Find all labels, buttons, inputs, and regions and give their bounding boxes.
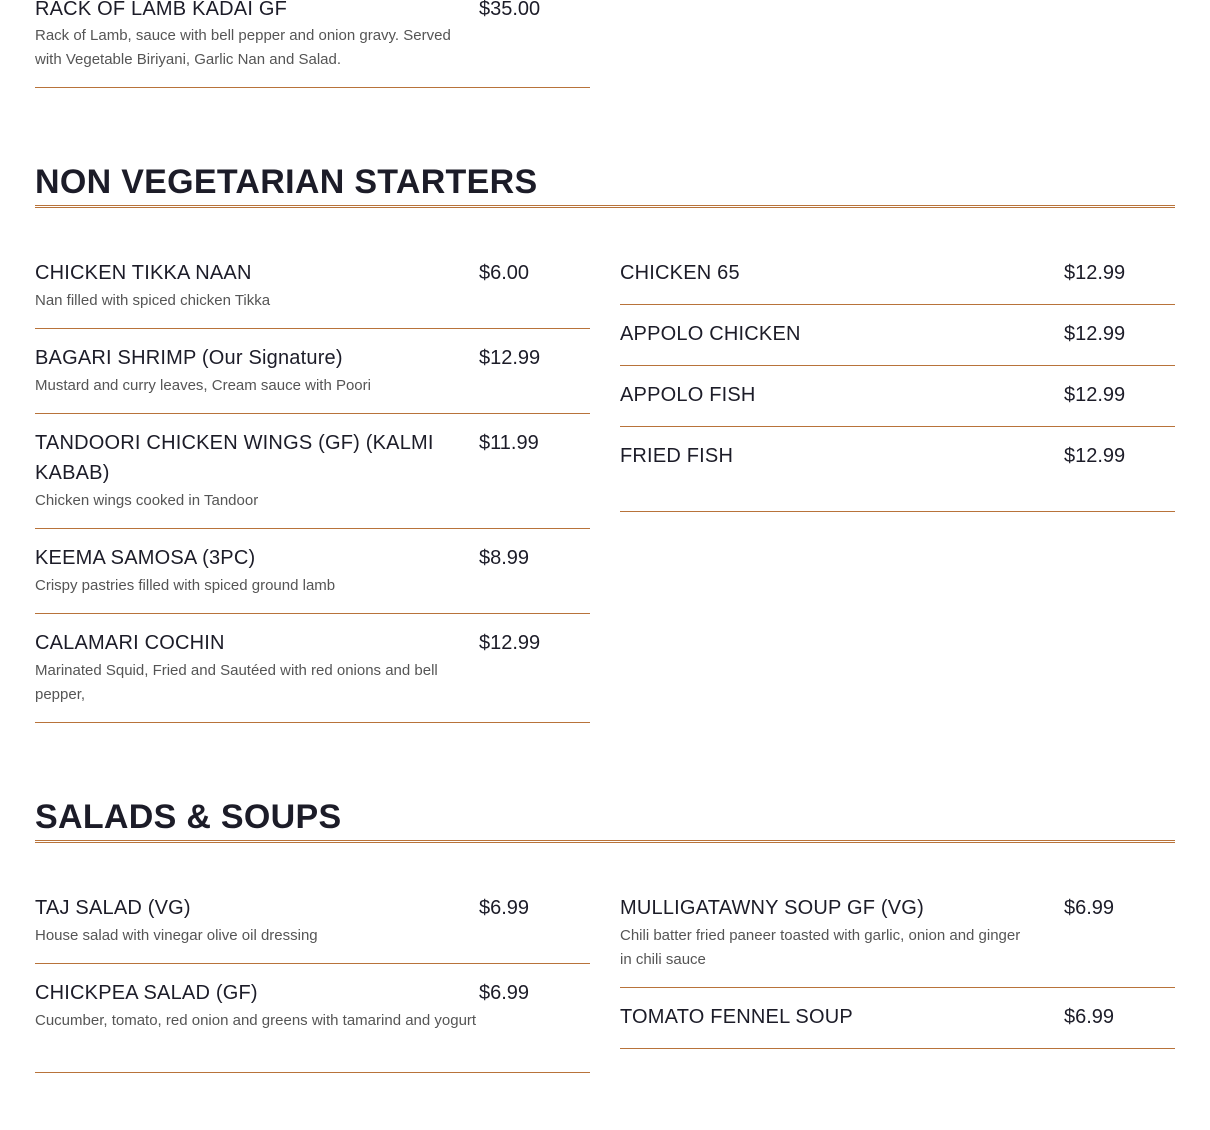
item-price: $6.99 xyxy=(1064,897,1115,919)
item-description: House salad with vinegar olive oil dressing xyxy=(35,927,318,944)
item-price: $6.99 xyxy=(479,982,530,1004)
item-name: CHICKPEA SALAD (GF) xyxy=(35,982,258,1004)
item-description: Chicken wings cooked in Tandoor xyxy=(35,492,259,509)
menu-item xyxy=(35,978,590,1073)
item-name: MULLIGATAWNY SOUP GF (VG) xyxy=(620,897,924,919)
item-description: Mustard and curry leaves, Cream sauce with Poori xyxy=(35,377,371,394)
menu-item xyxy=(620,893,1175,988)
item-description: Crispy pastries filled with spiced ground lamb xyxy=(35,577,336,594)
item-price: $35.00 xyxy=(479,0,541,20)
menu-item xyxy=(35,893,590,964)
item-name: KEEMA SAMOSA (3PC) xyxy=(35,547,256,569)
item-name: CHICKEN 65 xyxy=(620,262,740,284)
menu-item xyxy=(35,543,590,614)
menu-item xyxy=(35,428,590,529)
item-price: $6.00 xyxy=(479,262,530,284)
item-description: Chili batter fried paneer toasted with garlic, onion and ginger in chili sauce xyxy=(620,927,1021,968)
menu-item xyxy=(620,319,1175,366)
item-name: TOMATO FENNEL SOUP xyxy=(620,1006,853,1028)
item-name: TANDOORI CHICKEN WINGS (GF) (KALMI KABAB) xyxy=(35,432,434,484)
item-name: APPOLO FISH xyxy=(620,384,756,406)
section-divider xyxy=(35,205,1175,208)
menu-item xyxy=(620,441,1175,512)
menu-item xyxy=(35,258,590,329)
item-name: CALAMARI COCHIN xyxy=(35,632,225,654)
item-price: $12.99 xyxy=(1064,262,1126,284)
item-price: $8.99 xyxy=(479,547,530,569)
item-price: $12.99 xyxy=(479,347,541,369)
item-price: $12.99 xyxy=(1064,384,1126,406)
item-description: Marinated Squid, Fried and Sautéed with red onions and bell pepper, xyxy=(35,662,438,703)
item-name: RACK OF LAMB KADAI GF xyxy=(35,0,288,20)
menu-item-rack-of-lamb-kadai xyxy=(35,0,590,88)
item-description: Nan filled with spiced chicken Tikka xyxy=(35,292,271,309)
item-price: $12.99 xyxy=(1064,323,1126,345)
item-price: $6.99 xyxy=(1064,1006,1115,1028)
menu-item xyxy=(35,343,590,414)
item-name: BAGARI SHRIMP (Our Signature) xyxy=(35,347,343,369)
menu-item xyxy=(35,628,590,723)
item-price: $6.99 xyxy=(479,897,530,919)
section-title-non-vegetarian-starters: NON VEGETARIAN STARTERS xyxy=(35,163,538,201)
item-description: Cucumber, tomato, red onion and greens with tamarind and yogurt xyxy=(35,1012,477,1029)
menu-item xyxy=(620,1002,1175,1049)
item-name: APPOLO CHICKEN xyxy=(620,323,801,345)
menu-item xyxy=(620,258,1175,305)
item-name: FRIED FISH xyxy=(620,445,734,467)
section-title-salads-and-soups: SALADS & SOUPS xyxy=(35,798,342,836)
section-divider xyxy=(35,840,1175,843)
menu-item xyxy=(620,380,1175,427)
item-name: CHICKEN TIKKA NAAN xyxy=(35,262,252,284)
item-price: $12.99 xyxy=(1064,445,1126,467)
item-description: Rack of Lamb, sauce with bell pepper and onion gravy. Served with Vegetable Biriyani, Garlic Nan and Salad. xyxy=(35,27,451,68)
item-price: $12.99 xyxy=(479,632,541,654)
item-name: TAJ SALAD (VG) xyxy=(35,897,191,919)
item-price: $11.99 xyxy=(479,432,539,454)
